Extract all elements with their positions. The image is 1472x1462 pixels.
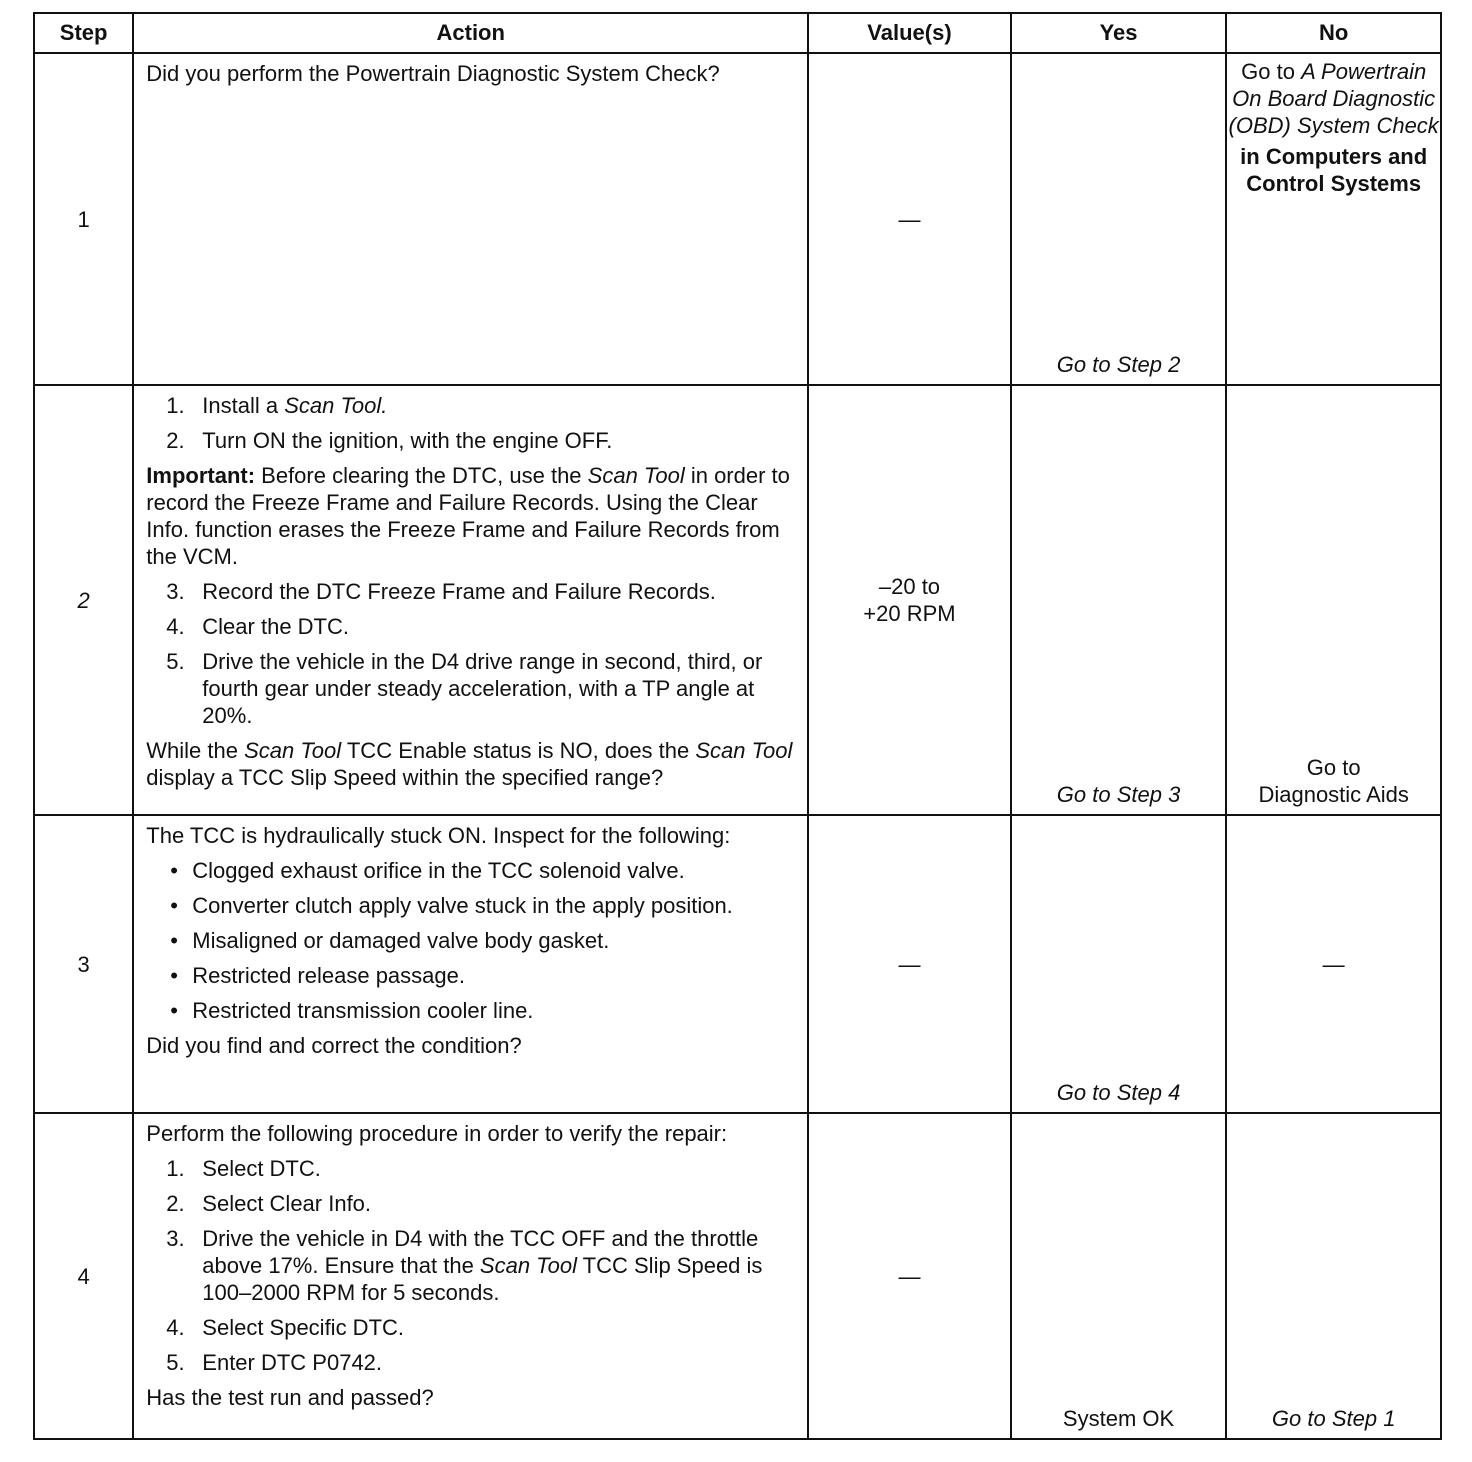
action-cell — [133, 53, 808, 385]
action-steps-list — [146, 392, 793, 454]
values-line: +20 RPM — [863, 601, 956, 626]
list-text: Record the DTC Freeze Frame and Failure Records. — [202, 579, 716, 604]
question-emphasis: Scan Tool — [244, 738, 342, 763]
list-text: Turn ON the ignition, with the engine OFF. — [202, 428, 613, 453]
yes-cell: System OK — [1011, 1113, 1227, 1439]
table-row — [34, 53, 1441, 385]
header-values: Value(s) — [808, 13, 1011, 53]
list-number: 5. — [166, 1350, 185, 1375]
action-cell — [133, 1113, 808, 1439]
list-item — [146, 578, 793, 605]
question-text: While the — [146, 738, 245, 763]
important-text: in order to record the Freeze Frame and Failure Records. Using the Clear Info. function erases the Freeze Frame and Failure Records from the VCM. — [146, 463, 790, 569]
list-text: Drive the vehicle in the D4 drive range in second, third, or fourth gear under steady acceleration, with a TP angle at 20%. — [202, 649, 763, 728]
values-cell: — — [808, 1113, 1011, 1439]
header-step: Step — [34, 13, 133, 53]
list-number: 1. — [166, 393, 185, 418]
list-text: Select Clear Info. — [202, 1191, 372, 1216]
list-text: Select Specific DTC. — [202, 1315, 405, 1340]
list-text: Drive the vehicle in D4 with the TCC OFF and the throttle above 17%. Ensure that the — [202, 1226, 759, 1278]
header-action: Action — [133, 13, 808, 53]
list-item — [146, 427, 793, 454]
list-item — [146, 392, 793, 419]
bullet: • — [170, 858, 178, 883]
action-cell — [133, 815, 808, 1113]
list-item — [146, 613, 793, 640]
header-no: No — [1226, 13, 1441, 53]
list-item — [146, 1225, 793, 1306]
table-header-row — [34, 13, 1441, 53]
list-item — [146, 1314, 793, 1341]
table-row — [34, 385, 1441, 815]
no-cell: Go to Step 1 — [1226, 1113, 1441, 1439]
list-text: Clogged exhaust orifice in the TCC solenoid valve. — [192, 858, 685, 883]
list-item — [146, 892, 793, 919]
yes-cell: Go to Step 3 — [1011, 385, 1227, 815]
no-cell: — — [1226, 815, 1441, 1113]
important-label: Important: — [146, 463, 256, 488]
step-number: 4 — [34, 1113, 133, 1439]
list-number: 4. — [166, 1315, 185, 1340]
list-text: Install a — [202, 393, 285, 418]
list-text: TCC Slip Speed is 100–2000 RPM for 5 seconds. — [202, 1253, 763, 1305]
question-emphasis: Scan Tool — [695, 738, 793, 763]
list-number: 5. — [166, 649, 185, 674]
list-emphasis: Scan Tool. — [284, 393, 388, 418]
list-number: 4. — [166, 614, 185, 639]
no-suffix: in Computers and Control Systems — [1240, 144, 1428, 196]
list-text: Select DTC. — [202, 1156, 321, 1181]
list-item — [146, 857, 793, 884]
question-text: display a TCC Slip Speed within the specified range? — [146, 765, 664, 790]
bullet: • — [170, 998, 178, 1023]
no-line: Diagnostic Aids — [1258, 782, 1409, 807]
list-number: 3. — [166, 579, 185, 604]
list-item — [146, 997, 793, 1024]
important-emphasis: Scan Tool — [587, 463, 685, 488]
diagnostic-table — [33, 12, 1442, 1440]
question-text: TCC Enable status is NO, does the — [341, 738, 696, 763]
bullet: • — [170, 963, 178, 988]
list-text: Restricted release passage. — [192, 963, 465, 988]
values-cell — [808, 385, 1011, 815]
action-question: Did you perform the Powertrain Diagnostic System Check? — [146, 61, 720, 86]
no-cell — [1226, 385, 1441, 815]
list-number: 3. — [166, 1226, 185, 1251]
list-number: 2. — [166, 428, 185, 453]
list-text: Converter clutch apply valve stuck in the apply position. — [192, 893, 733, 918]
yes-cell: Go to Step 4 — [1011, 815, 1227, 1113]
action-question: Has the test run and passed? — [146, 1385, 434, 1410]
list-emphasis: Scan Tool — [479, 1253, 577, 1278]
action-steps-list — [146, 578, 793, 729]
list-item — [146, 1190, 793, 1217]
action-cell — [133, 385, 808, 815]
list-text: Misaligned or damaged valve body gasket. — [192, 928, 610, 953]
list-text: Enter DTC P0742. — [202, 1350, 383, 1375]
list-item — [146, 962, 793, 989]
list-number: 1. — [166, 1156, 185, 1181]
list-item — [146, 1155, 793, 1182]
no-line: Go to — [1306, 755, 1361, 780]
bullet: • — [170, 928, 178, 953]
action-intro: Perform the following procedure in order to verify the repair: — [146, 1121, 728, 1146]
list-text: Restricted transmission cooler line. — [192, 998, 534, 1023]
no-link: A Powertrain On Board Diagnostic (OBD) System Check — [1228, 59, 1439, 138]
step-number: 2 — [34, 385, 133, 815]
important-text: Before clearing the DTC, use the — [255, 463, 588, 488]
no-cell — [1226, 53, 1441, 385]
list-item — [146, 927, 793, 954]
list-item — [146, 1349, 793, 1376]
action-intro: The TCC is hydraulically stuck ON. Inspect for the following: — [146, 823, 731, 848]
action-steps-list — [146, 1155, 793, 1376]
step-number: 1 — [34, 53, 133, 385]
bullet: • — [170, 893, 178, 918]
table-row — [34, 815, 1441, 1113]
inspection-list — [146, 857, 793, 1024]
list-text: Clear the DTC. — [202, 614, 349, 639]
table-row — [34, 1113, 1441, 1439]
values-cell: — — [808, 815, 1011, 1113]
no-prefix: Go to — [1241, 59, 1302, 84]
list-number: 2. — [166, 1191, 185, 1216]
yes-cell: Go to Step 2 — [1011, 53, 1227, 385]
list-item — [146, 648, 793, 729]
header-yes: Yes — [1011, 13, 1227, 53]
values-line: –20 to — [878, 574, 941, 599]
important-note — [146, 462, 793, 570]
action-question: Did you find and correct the condition? — [146, 1033, 522, 1058]
values-cell: — — [808, 53, 1011, 385]
action-question — [146, 737, 793, 791]
step-number: 3 — [34, 815, 133, 1113]
